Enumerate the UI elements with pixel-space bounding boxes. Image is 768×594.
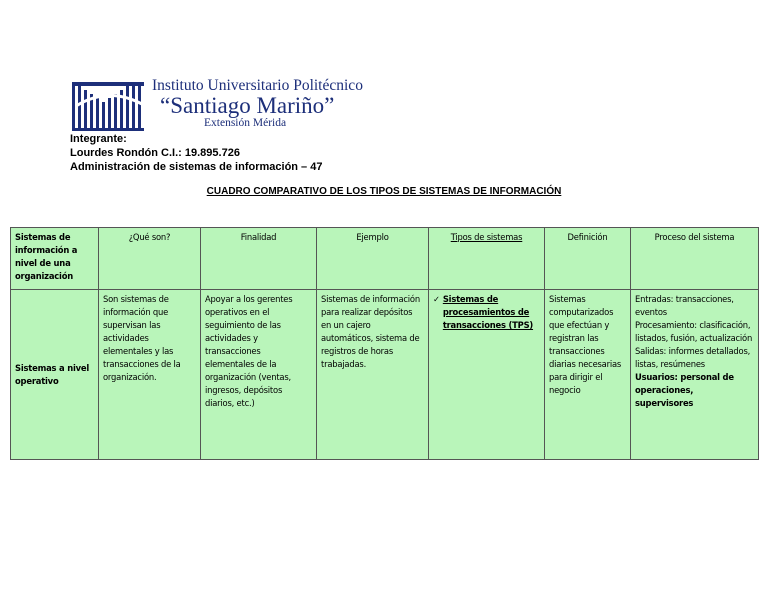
meta-student: Lourdes Rondón C.I.: 19.895.726 bbox=[70, 147, 240, 159]
logo-institution-name: Instituto Universitario Politécnico bbox=[152, 77, 363, 94]
table-header-row bbox=[11, 228, 759, 290]
page-title: CUADRO COMPARATIVO DE LOS TIPOS DE SISTEMAS DE INFORMACIÓN bbox=[206, 186, 562, 197]
meta-label: Integrante: bbox=[70, 133, 127, 145]
cell-definicion: Sistemas computarizados que efectúan y registran las transacciones diarias necesarias para dirigir el negocio bbox=[545, 290, 631, 460]
proceso-entradas: Entradas: transacciones, eventos bbox=[635, 294, 734, 317]
logo-mark-icon bbox=[68, 76, 148, 132]
checkmark-icon: ✓ bbox=[433, 294, 440, 304]
logo-extension: Extensión Mérida bbox=[204, 117, 287, 129]
cell-tipo bbox=[429, 290, 545, 460]
header-tipos: Tipos de sistemas bbox=[429, 228, 545, 290]
logo-wordmark bbox=[152, 76, 372, 132]
header-ejemplo: Ejemplo bbox=[317, 228, 429, 290]
header-definicion: Definición bbox=[545, 228, 631, 290]
tipo-bullet bbox=[433, 293, 540, 332]
proceso-salidas: Salidas: informes detallados, listas, resúmenes bbox=[635, 346, 751, 369]
tipo-text: Sistemas de procesamientos de transacciones (TPS) bbox=[442, 294, 534, 330]
cell-proceso bbox=[631, 290, 759, 460]
header-proceso: Proceso del sistema bbox=[631, 228, 759, 290]
institution-logo bbox=[68, 76, 368, 132]
header-finalidad: Finalidad bbox=[201, 228, 317, 290]
logo-santiago-marino: “Santiago Mariño” bbox=[160, 93, 335, 118]
cell-level: Sistemas a nivel operativo bbox=[11, 290, 99, 460]
header-levels: Sistemas de información a nivel de una organización bbox=[11, 228, 99, 290]
proceso-procesamiento: Procesamiento: clasificación, listados, fusión, actualización bbox=[635, 320, 753, 343]
cell-finalidad: Apoyar a los gerentes operativos en el seguimiento de las actividades y transacciones elementales de la organización (ventas, ingresos, depósitos diarios, etc.) bbox=[201, 290, 317, 460]
proceso-usuarios: Usuarios: personal de operaciones, supervisores bbox=[635, 372, 734, 408]
cell-ejemplo: Sistemas de información para realizar depósitos en un cajero automáticos, sistema de registros de horas trabajadas. bbox=[317, 290, 429, 460]
meta-course: Administración de sistemas de información – 47 bbox=[70, 161, 323, 173]
header-que-son: ¿Qué son? bbox=[99, 228, 201, 290]
comparison-table bbox=[10, 227, 759, 460]
cell-que-son: Son sistemas de información que supervisan las actividades elementales y las transacciones de la organización. bbox=[99, 290, 201, 460]
document-meta bbox=[70, 132, 322, 174]
table-row bbox=[11, 290, 759, 460]
